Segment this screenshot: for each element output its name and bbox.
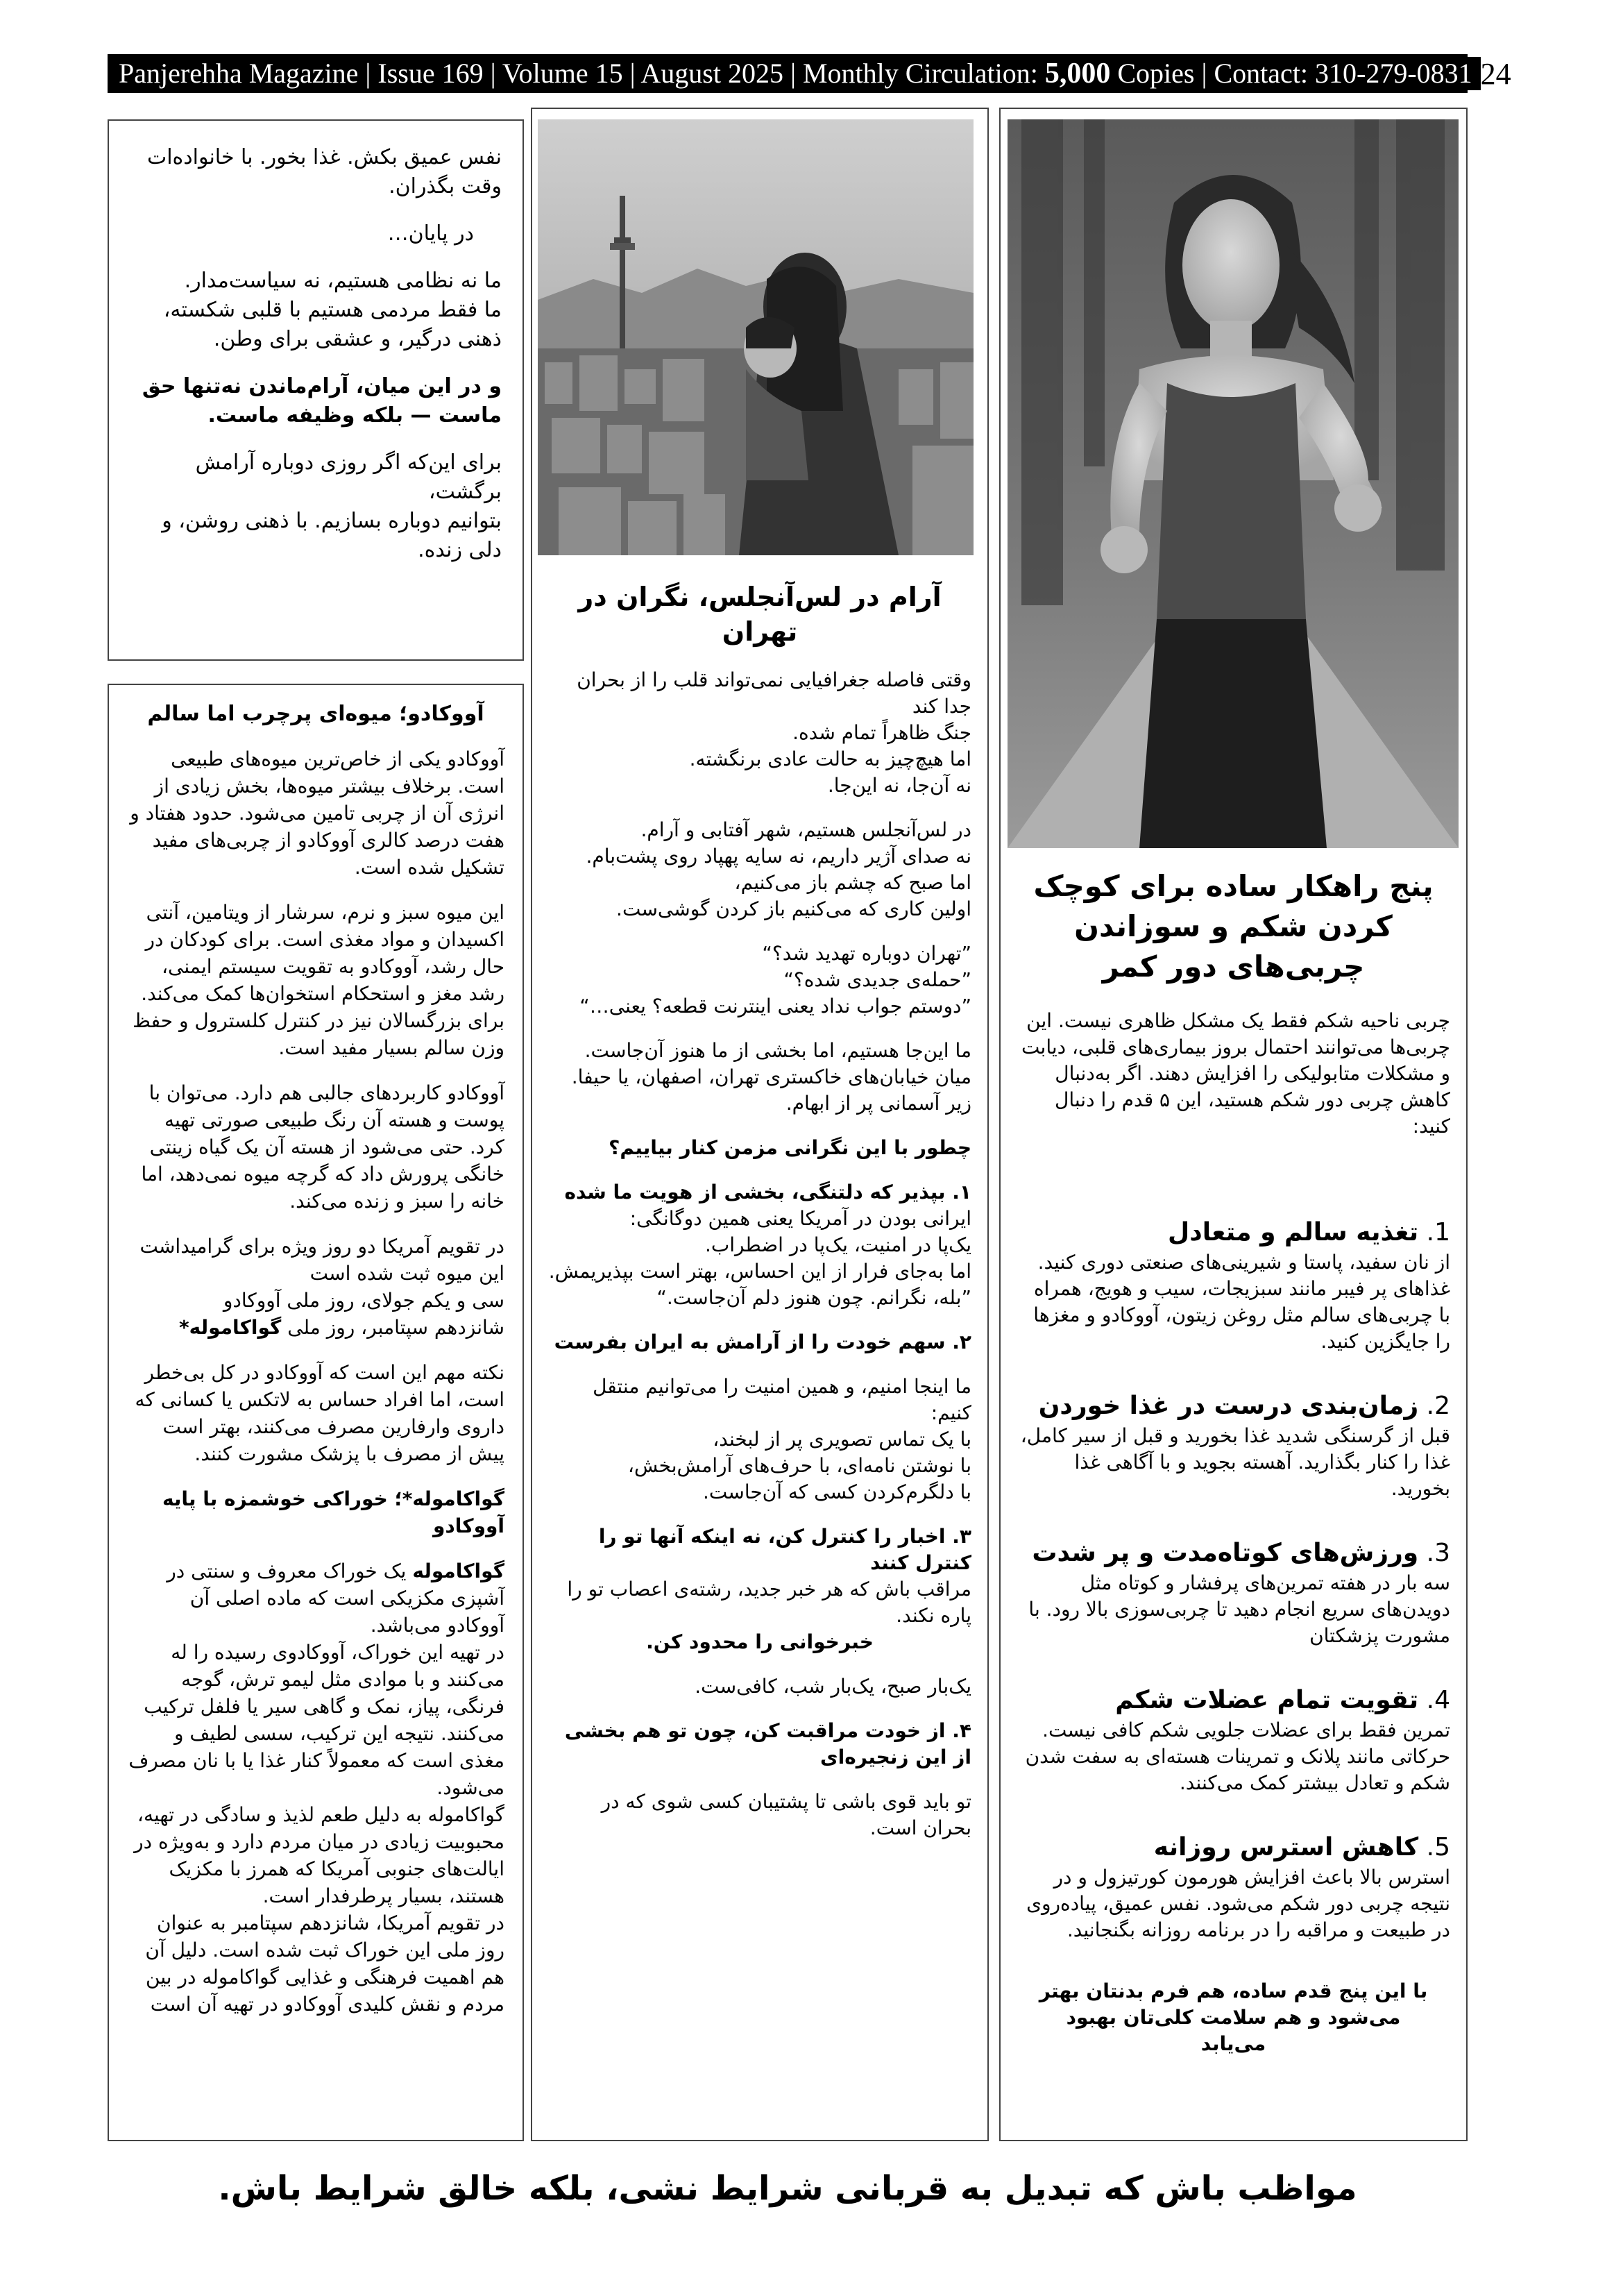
article-title: آووکادو؛ میوه‌ای پرچرب اما سالم [147, 702, 484, 726]
text-line: وقتی فاصله جغرافیایی نمی‌تواند قلب را از بحران جدا کند [577, 668, 971, 718]
tip-title: زمان‌بندی درست در غذا خوردن [1038, 1392, 1419, 1420]
paragraph: تو باید قوی باشی تا پشتیبان کسی شوی که در بحران است. [601, 1790, 971, 1839]
tip-number: 3. [1426, 1539, 1450, 1567]
paragraph: این میوه سبز و نرم، سرشار از ویتامین، آنتی اکسیدان و مواد مغذی است. برای کودکان در حال رشد، آووکادو به تقویت سیستم ایمنی، رشد مغز و استحکام استخوان‌ها کمک می‌کند. برای بزرگسالان نیز در کنترل کلسترول و حفظ وزن سالم بسیار مفید است. [133, 901, 504, 1059]
text-line: با نوشتن نامه‌ای، با حرف‌های آرامش‌بخش، [627, 1454, 971, 1477]
text-line: نه صدای آژیر داریم، نه سایه پهپاد روی پشت‌بام. [586, 845, 971, 868]
text-line: اما به‌جای فرار از این احساس، بهتر است بپذیریمش. [548, 1260, 971, 1283]
paragraph: در تقویم آمریکا، شانزدهم سپتامبر به عنوان روز ملی این خوراک ثبت شده است. دلیل آن هم اهمیت فرهنگی و غذایی گواکامولە در بین مردم و نقش کلیدی آووکادو در تهیه آن است [145, 1911, 504, 2016]
text-line: ما نه نظامی هستیم، نه سیاست‌مدار. [184, 269, 502, 293]
text-line: ایرانی بودن در آمریکا یعنی همین دوگانگی: [629, 1207, 971, 1230]
tehran-mother-child-photo [538, 119, 974, 555]
middle-article [548, 580, 971, 1841]
text-line: اولین کاری که می‌کنیم باز کردن گوشی‌ست. [616, 897, 971, 920]
page-header [108, 54, 1511, 93]
paragraph: نکته مهم این است که آووکادو در کل بی‌خطر است، اما افراد حساس به لاتکس یا کسانی که داروی وارفارین مصرف می‌کنند، بهتر است پیش از مصرف با پزشک مشورت کنند. [135, 1361, 504, 1465]
text-line: در لس‌آنجلس هستیم، شهر آفتابی و آرام. [640, 818, 971, 841]
subheading: خبرخوانی را محدود کن. [646, 1630, 874, 1653]
quote-line: ”تهران دوباره تهدید شد؟“ [762, 942, 971, 965]
photo-illustration [538, 119, 974, 555]
tip-title: کاهش استرس روزانه [1153, 1833, 1419, 1862]
article-title: آرام در لس‌آنجلس، نگران در تهران [578, 582, 942, 647]
section-title: ۴. از خودت مراقبت کن، چون تو هم بخشی از این زنجیره‌ای [564, 1719, 971, 1769]
text-line: ”بله، نگرانم. چون هنوز دلم آن‌جاست.“ [656, 1286, 971, 1309]
text-line: برای این‌که اگر روزی دوباره آرامش برگشت، [195, 450, 502, 504]
page-number: 24 [1480, 56, 1511, 91]
tip-item [1017, 1684, 1450, 1796]
section-title: ۱. بپذیر که دلتنگی، بخشی از هویت ما شده [564, 1181, 971, 1204]
tip-title: تقویت تمام عضلات شکم [1115, 1686, 1419, 1714]
tip-body: سه بار در هفته تمرین‌های پرفشار و کوتاه مثل دویدن‌های سریع انجام دهید تا چربی‌سوزی بالا رود. با مشورت پزشکتان [1028, 1571, 1450, 1647]
quote-line: ”حمله‌ی جدیدی شده؟“ [783, 968, 971, 991]
photo-illustration [1008, 119, 1459, 848]
emphasis-line: و در این میان، آرام‌ماندن نه‌تنها حق ماست — بلکه وظیفه ماست. [142, 374, 502, 428]
masthead-info: Panjerehha Magazine | Issue 169 | Volume 15 | August 2025 | Monthly Circulation: 5,000 Copies | Contact: 310-279-0831 [110, 57, 1481, 90]
text-line: نفس عمیق بکش. غذا بخور. با خانواده‌ات وقت بگذران. [146, 145, 502, 199]
text-line: ما اینجا امنیم، و همین امنیت را می‌توانیم منتقل کنیم: [593, 1375, 971, 1424]
text-line: اما هیچ‌چیز به حالت عادی برنگشته. [689, 748, 971, 770]
article-title: پنج راهکار ساده برای کوچک کردن شکم و سوزاندن چربی‌های دور کمر [1033, 869, 1434, 984]
text-line: یک‌بار صبح، یک‌بار شب، کافی‌ست. [695, 1675, 971, 1698]
tip-number: 2. [1426, 1392, 1450, 1420]
text-line: بتوانیم دوباره بسازیم. با ذهنی روشن، و دلی زنده. [162, 509, 502, 562]
footer-slogan: مواظب باش که تبدیل به قربانی شرایط نشی، بلکه خالق شرایط باش. [218, 2169, 1357, 2208]
avocado-article [108, 684, 524, 2141]
paragraph: شانزدهم سپتامبر، روز ملی گواکاموله* [179, 1316, 504, 1339]
tip-body: استرس بالا باعث افزایش هورمون کورتیزول و در نتیجه چربی دور شکم می‌شود. نفس عمیق، پیاده‌روی در طبیعت و مراقبه را در برنامه روزانه بگنجانید. [1026, 1866, 1450, 1941]
tip-title: تغذیه سالم و متعادل [1168, 1218, 1419, 1247]
text-line: با یک تماس تصویری پر از لبخند، [713, 1428, 971, 1451]
paragraph: ما این‌جا هستیم، اما بخشی از ما هنوز آن‌جاست. میان خیابان‌های خاکستری تهران، اصفهان، یا حیفا. زیر آسمانی پر از ابهام. [571, 1039, 971, 1115]
text-line: نه آن‌جا، نه این‌جا. [827, 774, 971, 797]
section-title: ۳. اخبار را کنترل کن، نه اینکه آنها تو را کنترل کنند [598, 1525, 971, 1574]
tip-item [1017, 1390, 1450, 1502]
tip-number: 5. [1426, 1833, 1450, 1862]
tip-item [1017, 1537, 1450, 1649]
section-title: گواکامولە*؛ خوراکی خوشمزه با پایه آووکادو [162, 1487, 504, 1537]
text-line: در پایان… [387, 221, 474, 246]
text-line: ما فقط مردمی هستیم با قلبی شکسته، ذهنی درگیر، و عشقی برای وطن. [163, 298, 502, 351]
paragraph: گواکامولە یک خوراک معروف و سنتی در آشپزی مکزیکی است که ماده اصلی آن آووکادو می‌باشد. [167, 1560, 504, 1637]
paragraph: آووکادو یکی از خاص‌ترین میوه‌های طبیعی است. برخلاف بیشتر میوه‌ها، بخش زیادی از انرژی آن از چربی تامین می‌شود. حدود هفتاد و هفت درصد کالری آووکادو از چربی‌های مفید تشکیل شده است. [130, 748, 504, 879]
closing-line: با این پنج قدم ساده، هم فرم بدنتان بهتر می‌شود و هم سلامت کلی‌تان بهبود می‌یابد [1039, 1980, 1428, 2055]
runner-photo [1008, 119, 1459, 848]
text-line: جنگ ظاهراً تمام شده. [792, 721, 971, 744]
text-line: یک‌پا در امنیت، یک‌پا در اضطراب. [704, 1233, 971, 1256]
intro-paragraph: چربی ناحیه شکم فقط یک مشکل ظاهری نیست. این چربی‌ها می‌توانند احتمال بروز بیماری‌های قلبی، دیابت و مشکلات متابولیکی را افزایش دهند. اگر به‌دنبال کاهش چربی دور شکم هستید، این ۵ قدم را دنبال کنید: [1021, 1009, 1450, 1138]
paragraph: آووکادو کاربردهای جالبی هم دارد. می‌توان با پوست و هسته آن رنگ طبیعی صورتی تهیه کرد. حتی می‌شود از هسته آن یک گیاه زینتی خانگی پرورش داد که گرچه میوه نمی‌دهد، اما خانه را سبز و زنده می‌کند. [141, 1081, 504, 1213]
text-line: با دلگرم‌کردن کسی که آن‌جاست. [702, 1480, 971, 1503]
section-heading: چطور با این نگرانی مزمن کنار بیاییم؟ [609, 1136, 971, 1159]
closing-text-box [108, 119, 524, 661]
tip-title: ورزش‌های کوتاه‌مدت و پر شدت [1032, 1539, 1419, 1567]
paragraph: سی و یکم جولای، روز ملی آووکادو [223, 1289, 504, 1312]
tip-item [1017, 1831, 1450, 1943]
paragraph: مراقب باش که هر خبر جدید، رشته‌ی اعصاب تو را پاره نکند. [567, 1578, 971, 1627]
tip-body: از نان سفید، پاستا و شیرینی‌های صنعتی دوری کنید. غذاهای پر فیبر مانند سبزیجات، سیب و هویج، همراه با چربی‌های سالم مثل روغن زیتون، آووکادو و مغزها را جایگزین کنید. [1033, 1251, 1450, 1353]
paragraph: در تهیه این خوراک، آووکادوی رسیده را له می‌کنند و با موادی مثل لیمو ترش، گوجه فرنگی، پیاز، نمک و گاهی سیر یا فلفل ترکیب می‌کنند. نتیجه این ترکیب، سسی لطیف و مغذی است که معمولاً کنار غذا یا با نان مصرف می‌شود. [128, 1641, 504, 1799]
tip-number: 4. [1426, 1686, 1450, 1714]
paragraph: گواکامولە به دلیل طعم لذیذ و سادگی در تهیه، محبوبیت زیادی در میان مردم دارد و به‌ویژه در ایالت‌های جنوبی آمریکا که همرز با مکزیک هستند، بسیار پرطرفدار است. [134, 1803, 504, 1907]
paragraph: در تقویم آمریکا دو روز ویژه برای گرامیداشت این میوه ثبت شده است [139, 1235, 504, 1285]
right-article [1017, 866, 1450, 2057]
quote-line: ”دوستم جواب نداد یعنی اینترنت قطعه؟ یعنی…“ [579, 995, 971, 1018]
section-title: ۲. سهم خودت را از آرامش به ایران بفرست [554, 1331, 971, 1353]
tip-item [1017, 1216, 1450, 1355]
tip-body: قبل از گرسنگی شدید غذا بخورید و قبل از سیر کامل، غذا را کنار بگذارید. آهسته بجوید و با آگاهی غذا بخورید. [1020, 1424, 1450, 1500]
text-line: اما صبح که چشم باز می‌کنیم، [734, 871, 971, 894]
tip-number: 1. [1426, 1218, 1450, 1247]
tip-body: تمرین فقط برای عضلات جلویی شکم کافی نیست. حرکاتی مانند پلانک و تمرینات هسته‌ای به سفت شدن شکم و تعادل بیشتر کمک می‌کنند. [1025, 1719, 1450, 1794]
